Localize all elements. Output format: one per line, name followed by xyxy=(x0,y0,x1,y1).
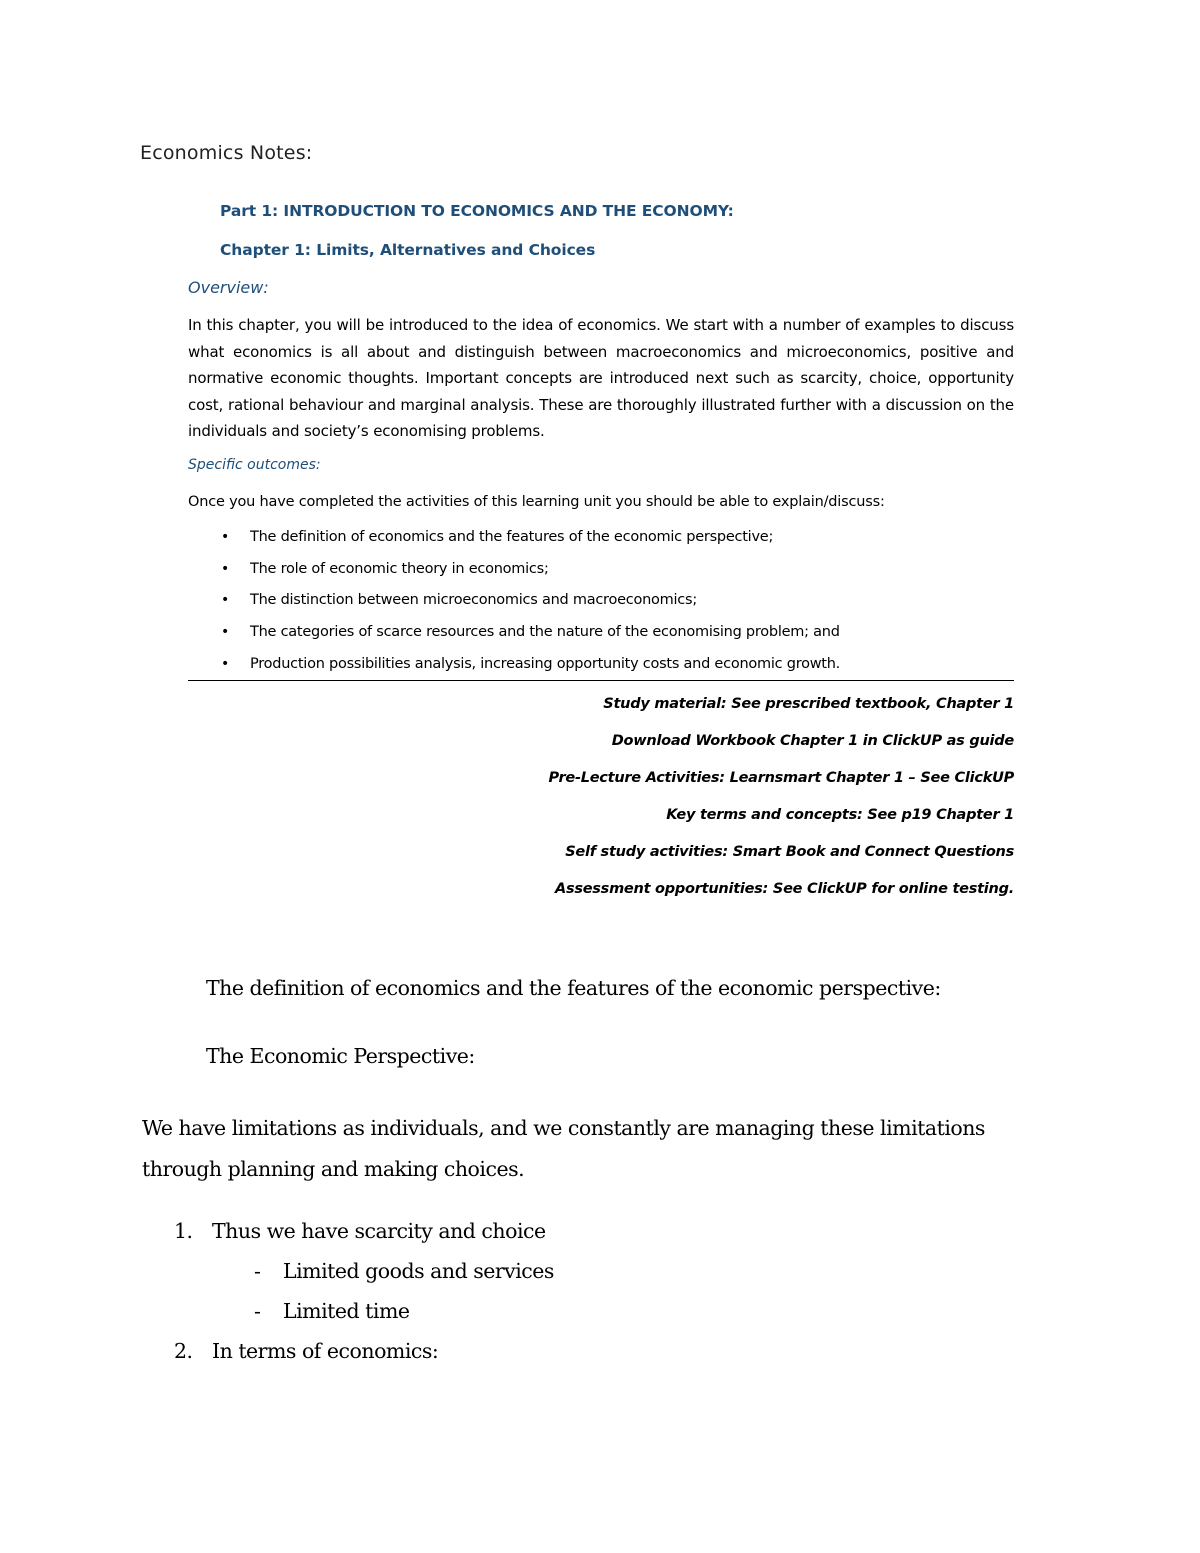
study-resources-list xyxy=(549,696,1014,918)
outcomes-intro: Once you have completed the activities of this learning unit you should be able to explain/discuss: xyxy=(188,494,885,510)
list-item-text: Limited goods and services xyxy=(283,1259,554,1283)
bullet-icon: • xyxy=(221,560,230,577)
list-item xyxy=(188,529,840,561)
study-item: Key terms and concepts: See p19 Chapter 1 xyxy=(666,807,1014,823)
list-item xyxy=(174,1219,546,1243)
bullet-icon: • xyxy=(221,529,230,545)
list-item xyxy=(174,1339,438,1363)
list-item xyxy=(254,1259,554,1283)
outcome-text: The categories of scarce resources and the nature of the economising problem; and xyxy=(250,624,840,641)
bullet-icon: • xyxy=(221,592,230,609)
outcome-text: The distinction between microeconomics and macroeconomics; xyxy=(250,592,697,609)
list-item xyxy=(188,656,840,688)
bullet-icon: • xyxy=(221,624,230,641)
list-item xyxy=(188,624,840,656)
outcomes-list xyxy=(188,529,840,687)
list-number: 1. xyxy=(174,1219,193,1243)
divider xyxy=(188,680,1014,681)
page-title: Economics Notes: xyxy=(140,142,313,164)
outcome-text: The role of economic theory in economics; xyxy=(250,560,549,577)
list-item-text: Limited time xyxy=(283,1299,410,1323)
study-item: Self study activities: Smart Book and Connect Questions xyxy=(565,844,1014,860)
part-title: Part 1: INTRODUCTION TO ECONOMICS AND THE ECONOMY: xyxy=(220,202,734,220)
study-item: Assessment opportunities: See ClickUP for online testing. xyxy=(554,881,1014,897)
overview-text: In this chapter, you will be introduced to the idea of economics. We start with a number of examples to discuss what economics is all about and distinguish between macroeconomics and microeconomics, positive and normative economic thoughts. Important concepts are introduced next such as scarcity, choice, opportunity cost, rational behaviour and marginal analysis. These are thoroughly illustrated further with a discussion on the individuals and society’s economising problems. xyxy=(188,316,1014,440)
notes-heading-definition: The definition of economics and the features of the economic perspective: xyxy=(206,976,941,1000)
list-item-text: In terms of economics: xyxy=(212,1339,439,1363)
outcomes-label: Specific outcomes: xyxy=(188,457,321,473)
bullet-icon: • xyxy=(221,655,230,672)
overview-label: Overview: xyxy=(188,278,269,297)
notes-paragraph: We have limitations as individuals, and we constantly are managing these limitations through planning and making choices. xyxy=(142,1116,985,1181)
list-item xyxy=(254,1299,410,1323)
list-number: 2. xyxy=(174,1339,193,1363)
notes-heading-perspective: The Economic Perspective: xyxy=(206,1044,475,1068)
list-dash: - xyxy=(254,1299,261,1323)
list-item-text: Thus we have scarcity and choice xyxy=(212,1219,546,1243)
outcome-text: Production possibilities analysis, increasing opportunity costs and economic growth. xyxy=(250,655,841,672)
chapter-title: Chapter 1: Limits, Alternatives and Choices xyxy=(220,241,596,259)
study-item: Study material: See prescribed textbook, Chapter 1 xyxy=(603,696,1014,712)
study-item: Pre-Lecture Activities: Learnsmart Chapter 1 – See ClickUP xyxy=(548,770,1014,786)
study-item: Download Workbook Chapter 1 in ClickUP as guide xyxy=(611,733,1014,749)
list-item xyxy=(188,592,840,624)
list-dash: - xyxy=(254,1259,261,1283)
list-item xyxy=(188,561,840,593)
outcome-text: The definition of economics and the features of the economic perspective; xyxy=(250,529,774,545)
